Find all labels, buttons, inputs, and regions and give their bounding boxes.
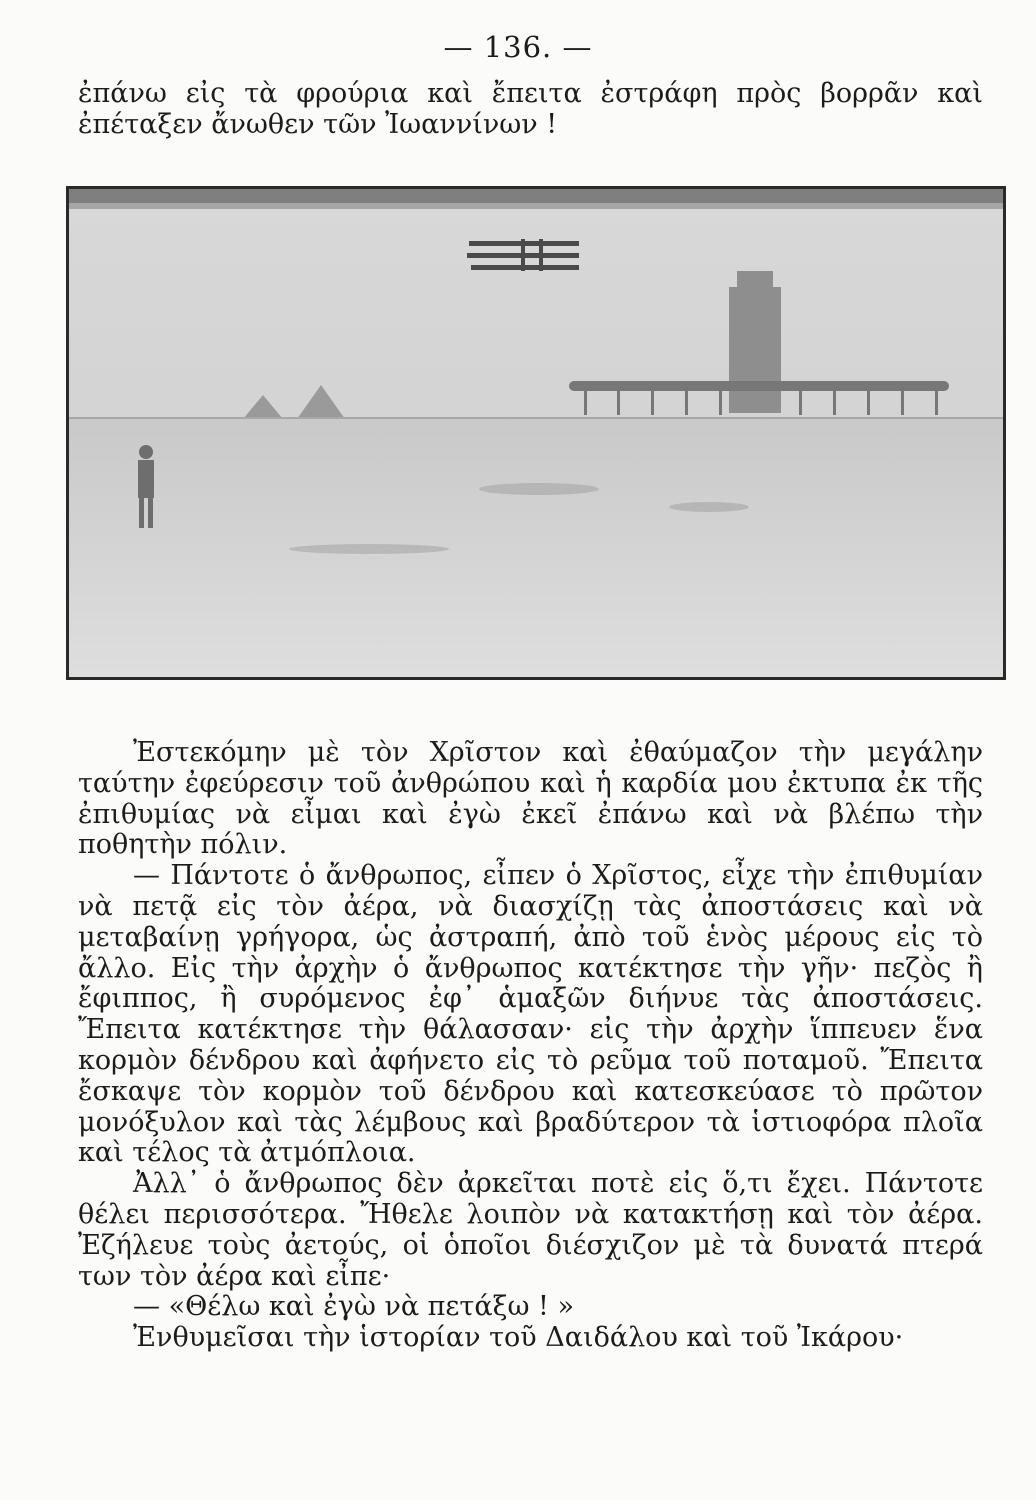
paragraph-1: Ἐστεκόμην μὲ τὸν Χρῖστον καὶ ἐθαύμαζον τὴν μεγάλην ταύτην ἐφεύρεσιν τοῦ ἀνθρώπου καὶ ἡ καρδία μου ἐκτυπα ἐκ τῆς ἐπιθυμίας νὰ εἶμαι καὶ ἐγὼ ἐκεῖ ἐπάνω καὶ νὰ βλέπω τὴν ποθητὴν πόλιν. (78, 737, 983, 861)
body-text (78, 738, 983, 1354)
paragraph-4: — «Θέλω καὶ ἐγὼ νὰ πετάξω ! » (133, 1291, 574, 1323)
top-dark-edge (69, 189, 1003, 209)
top-paragraph (78, 78, 983, 140)
continued-paragraph: ἐπάνω εἰς τὰ φρούρια καὶ ἔπειτα ἐστράφη πρὸς βορρᾶν καὶ ἐπέταξεν ἄνωθεν τῶν Ἰωαννίνων ! (78, 78, 983, 140)
paragraph-5: Ἐνθυμεῖσαι τὴν ἱστορίαν τοῦ Δαιδάλου καὶ τοῦ Ἰκάρου· (133, 1322, 904, 1354)
airplane-icon (467, 239, 579, 271)
paragraph-2: — Πάντοτε ὁ ἄνθρωπος, εἶπεν ὁ Χρῖστος, εἶχε τὴν ἐπιθυμίαν νὰ πετᾷ εἰς τὸν ἀέρα, νὰ διασχίζῃ τὰς ἀποστάσεις καὶ νὰ μεταβαίνῃ γρήγορα, ὡς ἀστραπή, ἀπὸ τοῦ ἑνὸς μέρους εἰς τὸ ἄλλο. Εἰς τὴν ἀρχὴν ὁ ἄνθρωπος κατέκτησε τὴν γῆν· πεζὸς ἢ ἔφιππος, ἢ συρόμενος ἐφ᾽ ἁμαξῶν διήνυε τὰς ἀποστάσεις. Ἔπειτα κατέκτησε τὴν θάλασσαν· εἰς τὴν ἀρχὴν ἵππευεν ἕνα κορμὸν δένδρου καὶ ἀφήνετο εἰς τὸ ρεῦμα τοῦ ποταμοῦ. Ἔπειτα ἔσκαψε τὸν κορμὸν τοῦ δένδρου καὶ κατεσκεύασε τὸ πρῶτον μονόξυλον καὶ τὰς λέμβους καὶ βραδύτερον τὰ ἱστιοφόρα πλοῖα καὶ τέλος τὰ ἀτμόπλοια. (78, 860, 983, 1169)
paragraph-3: Ἀλλ᾽ ὁ ἄνθρωπος δὲν ἀρκεῖται ποτὲ εἰς ὅ,τι ἔχει. Πάντοτε θέλει περισσότερα. Ἤθελε λοιπὸν νὰ κατακτήσῃ καὶ τὸν ἀέρα. Ἐζήλευε τοὺς ἀετούς, οἱ ὁποῖοι διέσχιζον μὲ τὰ δυνατά πτερά των τὸν ἀέρα καὶ εἶπε· (78, 1168, 983, 1292)
tower-icon (729, 271, 781, 413)
airplane-over-pyramids-photo-icon (69, 189, 1003, 677)
page-number: — 136. — (443, 30, 593, 64)
photo-frame (66, 186, 1006, 680)
